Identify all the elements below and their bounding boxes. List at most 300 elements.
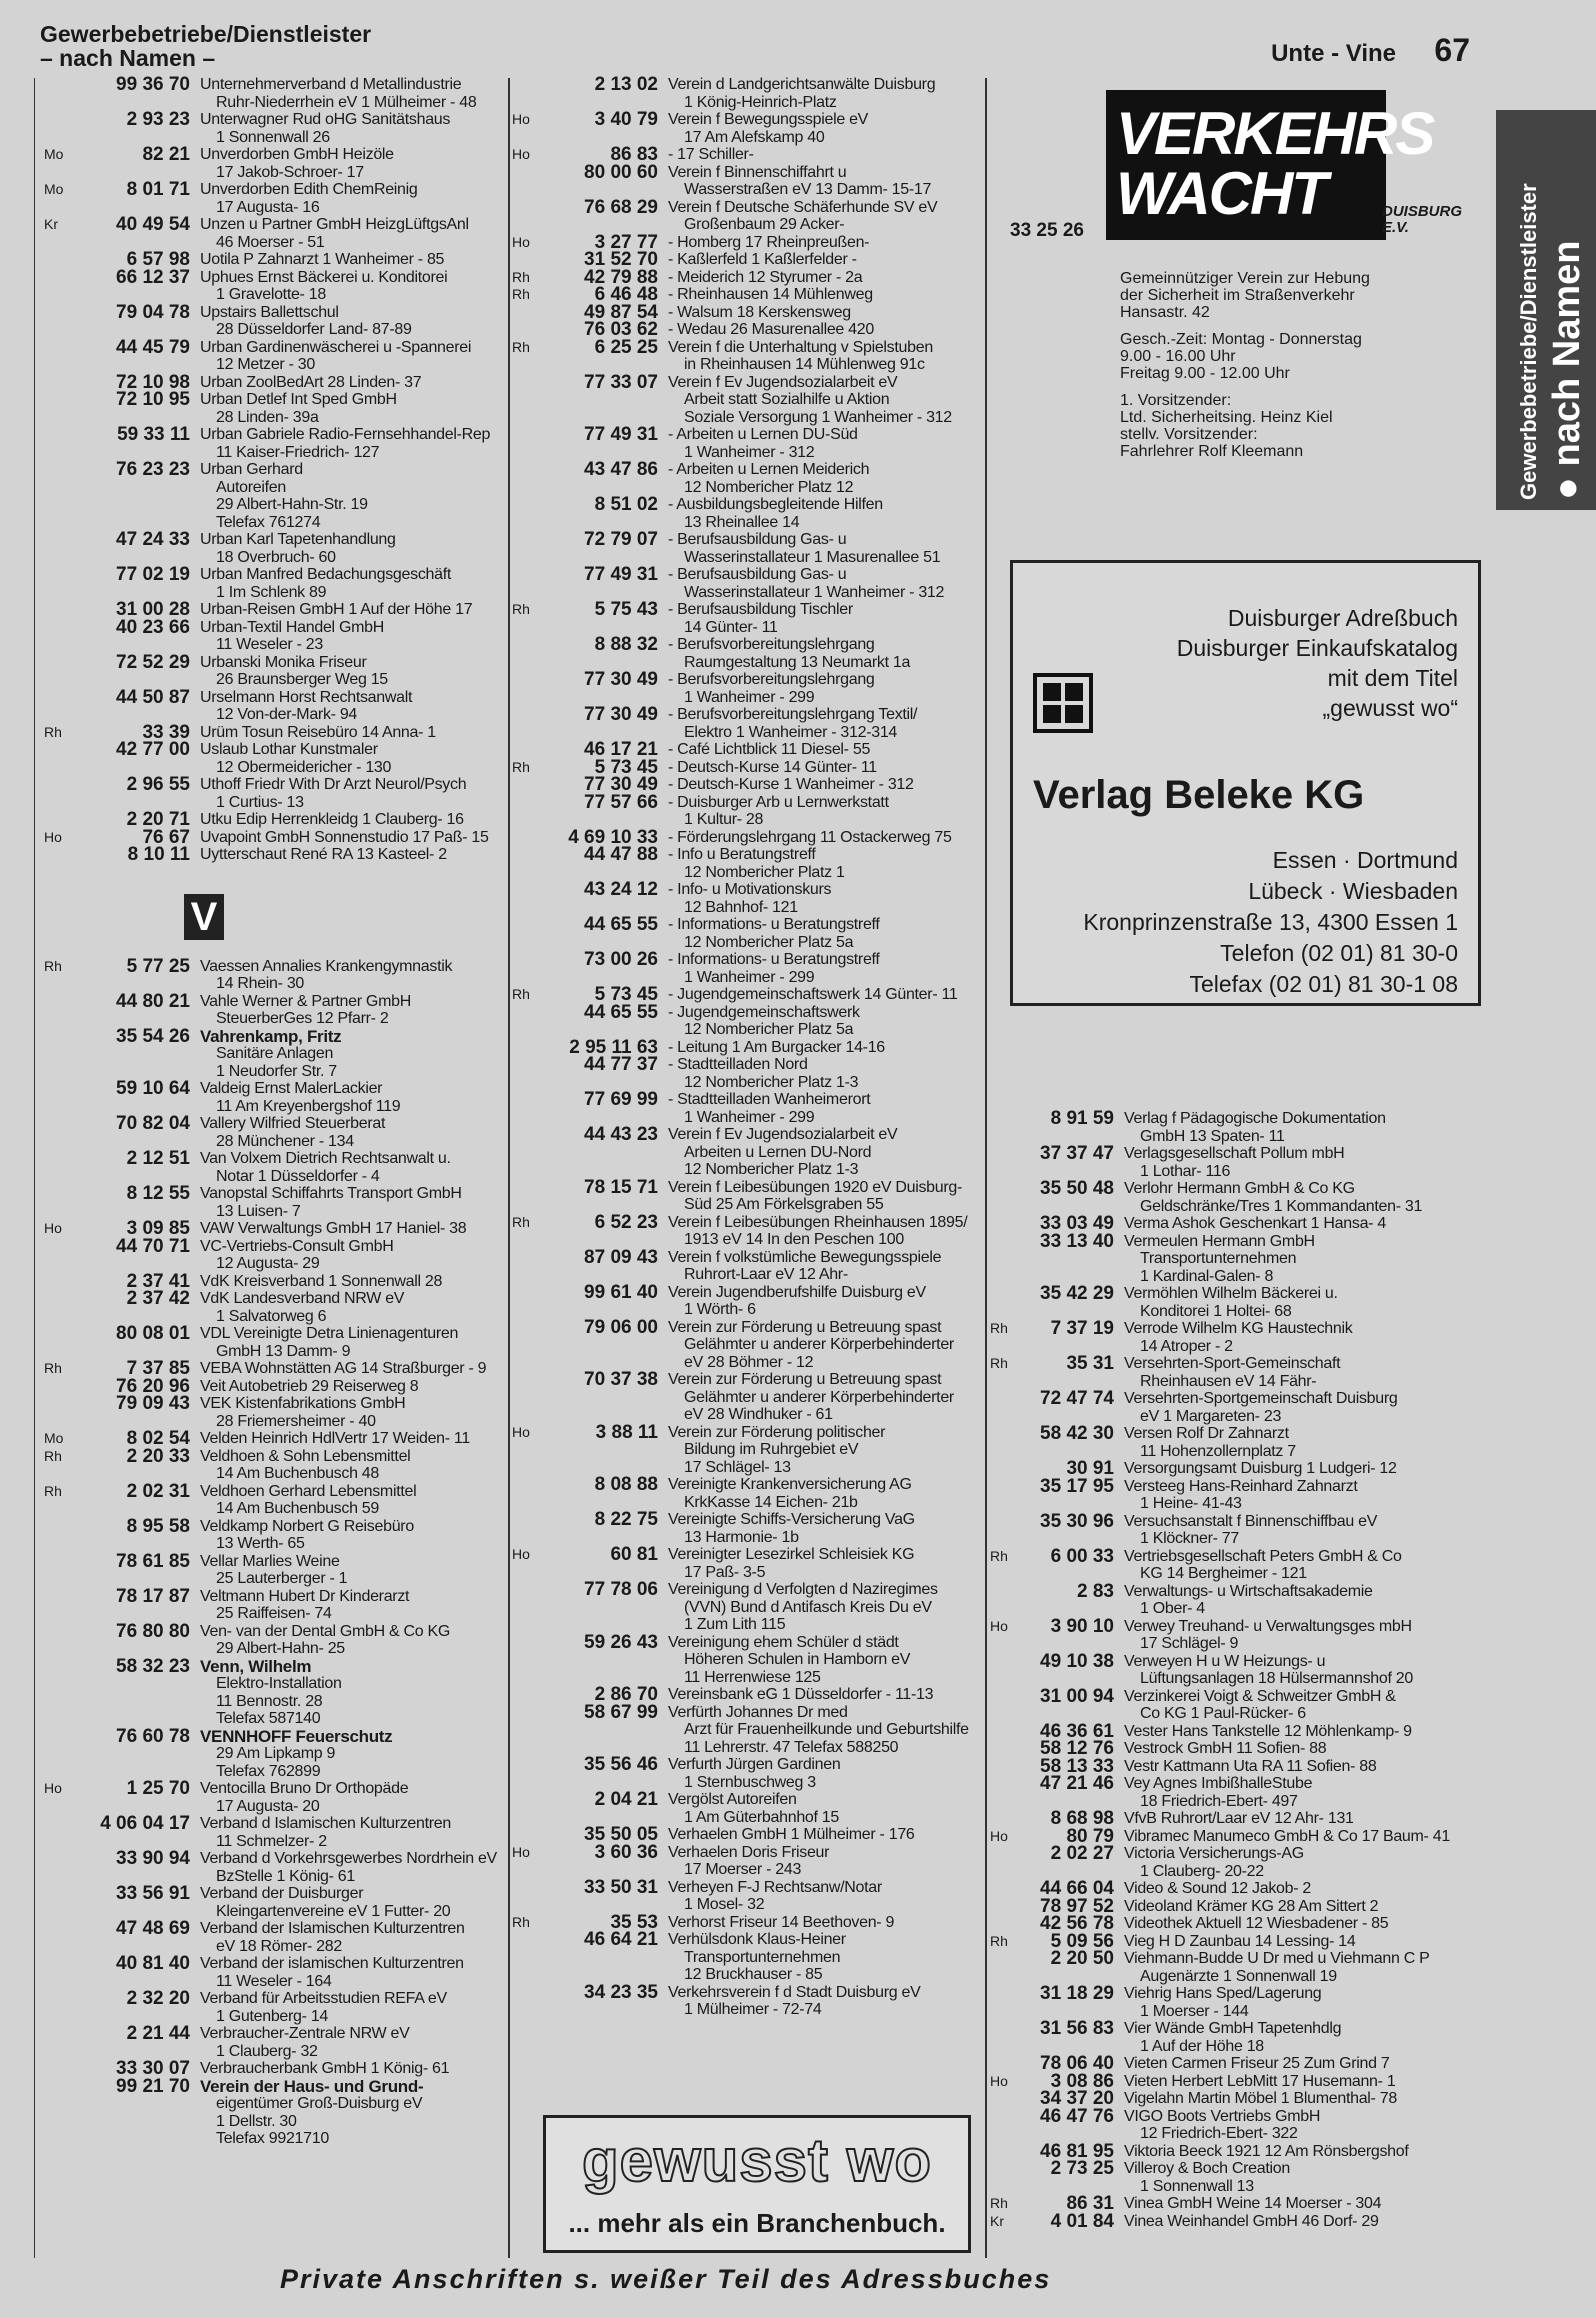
district-code: Ho (990, 1617, 1008, 1634)
listing-text (668, 1791, 839, 1826)
listing-line: 11 Lehrerstr. 47 Telefax 588250 (684, 1738, 899, 1756)
listing-text (200, 1448, 410, 1483)
listing-text (668, 1756, 840, 1791)
district-code: Mo (44, 146, 64, 162)
district-code (44, 1990, 72, 2025)
phone-number: 33 13 40 (1040, 1230, 1114, 1252)
phone-number: 42 77 00 (116, 739, 190, 760)
district-code (44, 601, 72, 619)
listing-line: Urban Gerhard (200, 461, 303, 478)
district-code: Ho (990, 1827, 1008, 1844)
listing-entry (512, 1421, 982, 1477)
listing-line: 14 Am Buchenbusch 48 (216, 1465, 380, 1482)
listing-line: Raumgestaltung 13 Neumarkt 1a (684, 653, 911, 671)
listing-line: Vallery Wilfried Steuerberat (200, 1115, 386, 1132)
ad-line: Duisburger Einkaufskatalog (1176, 635, 1458, 661)
verkehrswacht-ad (1010, 80, 1480, 500)
listing-text (200, 619, 384, 654)
district-code (990, 1723, 1018, 1741)
listing-line: - Kaßlerfeld 1 Kaßlerfelder - (668, 251, 857, 268)
listing-entry (512, 1476, 982, 1511)
phone-number: 5 09 56 (1050, 1930, 1114, 1952)
district-code: Ho (512, 233, 530, 250)
listing-text (200, 1220, 466, 1238)
phone-number: 35 50 48 (1040, 1178, 1114, 1199)
listing-entry (44, 1445, 504, 1483)
district-code (512, 671, 540, 706)
district-code: Rh (990, 1320, 1008, 1336)
listing-line: 17 Paß- 3-5 (684, 1563, 766, 1581)
listing-line: Verband für Arbeitsstudien REFA eV (200, 1990, 447, 2007)
listing-line: Geldschränke/Tres 1 Kommandanten- 31 (1140, 1197, 1423, 1215)
listing-line: 11 Kaiser-Friedrich- 127 (216, 443, 380, 461)
district-code (990, 1110, 1018, 1145)
page-number: 67 (1434, 32, 1470, 68)
listing-line: - Berufsausbildung Gas- u (668, 531, 847, 548)
listing-entry (512, 706, 982, 741)
listing-line: Verrode Wilhelm KG Haustechnik (1124, 1320, 1353, 1337)
phone-number: 2 20 71 (126, 809, 190, 830)
phone-number: 60 81 (610, 1544, 658, 1565)
phone-number: 80 00 60 (584, 161, 658, 183)
column-rule (508, 78, 510, 2258)
listing-entry (990, 1320, 1510, 1355)
running-head-line1: Gewerbebetriebe/Dienstleister (40, 21, 372, 47)
district-code: Rh (512, 338, 530, 355)
district-code (512, 776, 540, 794)
beleke-ad (1010, 560, 1481, 1006)
district-code (44, 654, 72, 689)
listing-entry (990, 1880, 1510, 1898)
listing-text (668, 1039, 885, 1057)
district-code (44, 1150, 72, 1185)
district-code: Rh (512, 601, 530, 617)
phone-number: 3 27 77 (594, 231, 658, 253)
listing-entry (44, 1235, 504, 1273)
phone-number: 44 77 37 (584, 1054, 658, 1075)
listing-entry (512, 951, 982, 986)
listing-text (1124, 1828, 1450, 1846)
column-rule (985, 78, 987, 2258)
listing-text (668, 636, 910, 671)
tab-line1: Gewerbebetriebe/Dienstleister (1516, 183, 1541, 500)
listing-line: - 17 Schiller- (668, 146, 754, 163)
listing-text (200, 374, 421, 392)
listing-text (200, 1378, 418, 1396)
listing-text (200, 689, 412, 724)
listing-entry (44, 1725, 504, 1781)
listing-line: Vier Wände GmbH Tapetenhdlg (1124, 2020, 1342, 2037)
district-code (990, 1950, 1018, 1985)
listing-line: 28 Friemersheimer - 40 (216, 1412, 376, 1430)
listing-line: Verhülsdonk Klaus-Heiner (668, 1931, 846, 1948)
listing-text (200, 426, 490, 461)
district-code (44, 1185, 72, 1220)
listing-text (668, 426, 858, 461)
listing-entry (512, 196, 982, 234)
listing-entry (512, 791, 982, 829)
listing-line: eV 18 Römer- 282 (216, 1937, 342, 1955)
listing-line: eV 28 Windhuker - 61 (684, 1406, 833, 1423)
district-code (512, 881, 540, 916)
listing-entry (44, 181, 504, 216)
listing-line: 17 Schlägel- 9 (1140, 1635, 1239, 1652)
district-code (44, 566, 72, 601)
listing-entry (512, 1631, 982, 1687)
phone-number: 78 17 87 (116, 1585, 190, 1607)
listing-text (668, 374, 952, 427)
listing-line: Unverdorben GmbH Heizöle (200, 146, 394, 163)
listing-line: - Info- u Motivationskurs (668, 881, 832, 898)
phone-number: 35 53 (610, 1911, 658, 1933)
listing-line: VfvB Ruhrort/Laar eV 12 Ahr- 131 (1124, 1810, 1354, 1827)
listing-line: 18 Overbruch- 60 (216, 548, 336, 566)
district-code: Rh (44, 723, 62, 740)
listing-text (1124, 1898, 1378, 1916)
listing-entry (44, 1515, 504, 1553)
listing-text (1124, 1513, 1377, 1548)
district-code (44, 76, 72, 111)
listing-line: Unternehmerverband d Metallindustrie (200, 76, 462, 93)
listing-entry (990, 1510, 1510, 1548)
phone-number: 8 91 59 (1050, 1108, 1114, 1129)
listing-text (200, 993, 411, 1028)
listing-entry (512, 371, 982, 427)
publisher-address (1083, 845, 1458, 1000)
district-code (512, 1756, 540, 1791)
listing-text (200, 146, 394, 181)
listing-text (1124, 1758, 1376, 1776)
district-code: Rh (512, 1913, 530, 1930)
phone-number: 49 10 38 (1040, 1650, 1114, 1672)
phone-number: 78 97 52 (1040, 1895, 1114, 1917)
listing-text (200, 304, 412, 339)
listing-text (200, 251, 444, 269)
district-code (990, 1285, 1018, 1320)
listing-line: Viehrig Hans Sped/Lagerung (1124, 1985, 1322, 2002)
phone-number: 43 47 86 (584, 459, 658, 480)
ad-line: Essen · Dortmund (1272, 847, 1458, 873)
phone-number: 80 79 (1066, 1825, 1114, 1847)
phone-number: 2 95 11 63 (569, 1036, 658, 1058)
phone-number: 70 82 04 (116, 1113, 190, 1134)
section-tab (1496, 110, 1596, 510)
listing-line: Verbraucherbank GmbH 1 König- 61 (200, 2060, 450, 2077)
listing-entry (512, 1281, 982, 1319)
listing-text (200, 461, 368, 531)
listing-line: Urban ZoolBedArt 28 Linden- 37 (200, 373, 422, 391)
listing-text (1124, 1478, 1358, 1513)
listing-entry (44, 216, 504, 251)
alpha-range: Unte - Vine (1271, 40, 1396, 67)
district-code (44, 251, 72, 269)
listing-line: Unverdorben Edith ChemReinig (200, 181, 418, 198)
phone-number: 76 23 23 (116, 459, 190, 480)
phone-number: 44 45 79 (116, 336, 190, 358)
phone-number: 49 87 54 (584, 301, 658, 323)
district-code (512, 566, 540, 601)
listing-line: Verzinkerei Voigt & Schweitzer GmbH & (1124, 1687, 1396, 1705)
listing-entry (512, 1791, 982, 1826)
listing-text (200, 1360, 486, 1378)
listing-entry (44, 811, 504, 829)
listing-line: Unzen u Partner GmbH HeizgLüftgsAnl (200, 216, 469, 233)
phone-number: 59 10 64 (116, 1078, 190, 1099)
listing-text (1124, 1933, 1355, 1951)
listing-text (200, 1780, 408, 1815)
listing-text (200, 1430, 470, 1448)
phone-number: 99 36 70 (116, 74, 190, 95)
listing-text (1124, 1775, 1312, 1810)
listing-line: Bildung im Ruhrgebiet eV (684, 1441, 859, 1458)
phone-number: 72 10 98 (116, 371, 190, 393)
listing-text (200, 1150, 451, 1185)
district-code (512, 1179, 540, 1214)
listing-line: Verlag f Pädagogische Dokumentation (1124, 1110, 1386, 1127)
listing-line: Ven- van der Dental GmbH & Co KG (200, 1622, 451, 1640)
listing-line: 1 Clauberg- 32 (216, 2042, 318, 2060)
listing-line: Verein f Ev Jugendsozialarbeit eV (668, 373, 898, 391)
phone-number: 33 90 94 (116, 1848, 190, 1869)
listing-entry (44, 1920, 504, 1955)
listing-line: VEK Kistenfabrikations GmbH (200, 1395, 406, 1412)
listing-text (668, 1214, 967, 1249)
listing-line: - Berufsvorbereitungslehrgang (668, 671, 875, 688)
district-code (44, 374, 72, 392)
listing-line: 1 Zum Lith 115 (684, 1616, 786, 1633)
listing-line: - Café Lichtblick 11 Diesel- 55 (668, 741, 871, 758)
district-code (512, 636, 540, 671)
listing-text (200, 1728, 392, 1781)
listing-text (668, 671, 875, 706)
listing-line: Urban Gabriele Radio-Fernsehhandel-Rep (200, 426, 491, 443)
district-code: Rh (512, 286, 530, 302)
phone-number: 59 33 11 (117, 424, 190, 445)
listing-entry (512, 111, 982, 146)
listing-entry (990, 1950, 1510, 1985)
listing-text (1124, 1548, 1402, 1583)
listing-entry (512, 846, 982, 881)
listing-entry (512, 601, 982, 636)
listing-entry (44, 1815, 504, 1850)
phone-number: 2 32 20 (126, 1988, 190, 2009)
listing-line: VENNHOFF Feuerschutz (200, 1726, 393, 1746)
listing-text (668, 76, 935, 111)
listing-entry (512, 231, 982, 253)
listing-text (668, 199, 937, 234)
listing-text (668, 269, 862, 287)
district-code (512, 461, 540, 496)
district-code: Ho (990, 2072, 1008, 2089)
phone-number: 8 08 88 (594, 1474, 658, 1495)
phone-number: 42 56 78 (1040, 1913, 1114, 1934)
listing-line: 11 Schmelzer- 2 (216, 1832, 327, 1850)
phone-number: 47 21 46 (1040, 1773, 1114, 1794)
listing-line: 1 Moerser - 144 (1140, 2002, 1249, 2020)
listing-line: SteuerberGes 12 Pfarr- 2 (216, 1010, 389, 1027)
listing-line: Verhorst Friseur 14 Beethoven- 9 (668, 1913, 895, 1931)
phone-number: 44 80 21 (116, 990, 190, 1012)
district-code (990, 1810, 1018, 1828)
listing-text (200, 1115, 385, 1150)
phone-number: 44 66 04 (1040, 1878, 1114, 1899)
district-code (990, 1215, 1018, 1233)
listing-line: 1 Mülheimer - 72-74 (684, 2001, 822, 2018)
listing-line: Konditorei 1 Holtei- 68 (1140, 1302, 1292, 1320)
listing-line: Vinea GmbH Weine 14 Moerser - 304 (1124, 2195, 1382, 2212)
listing-entry (990, 2090, 1510, 2108)
listing-line: Verfürth Johannes Dr med (668, 1703, 848, 1721)
phone-number: 72 10 95 (116, 389, 190, 410)
phone-number: 79 06 00 (584, 1316, 658, 1338)
district-code (512, 846, 540, 881)
listing-line: Verein f Deutsche Schäferhunde SV eV (668, 198, 938, 216)
listing-text (1124, 1583, 1373, 1618)
listing-line: Vinea Weinhandel GmbH 46 Dorf- 29 (1124, 2212, 1379, 2230)
listing-line: 17 Augusta- 16 (216, 198, 320, 216)
listing-line: Urban-Textil Handel GmbH (200, 618, 384, 636)
phone-number: 58 42 30 (1040, 1423, 1114, 1444)
phone-number: 40 81 40 (116, 1953, 190, 1974)
listing-line: Uytterschaut René RA 13 Kasteel- 2 (200, 846, 447, 863)
listing-line: 1 Sternbuschweg 3 (684, 1773, 816, 1791)
phone-number: 44 70 71 (116, 1235, 190, 1257)
listing-line: Verlagsgesellschaft Pollum mbH (1124, 1145, 1345, 1162)
listing-line: Venn, Wilhelm (200, 1656, 312, 1676)
district-code: Rh (512, 1213, 530, 1230)
listing-line: 1 Lothar- 116 (1140, 1162, 1231, 1180)
listing-line: KrkKasse 14 Eichen- 21b (684, 1493, 858, 1511)
listing-text (200, 76, 476, 111)
phone-number: 33 30 07 (116, 2058, 190, 2079)
district-code (44, 2078, 72, 2148)
listing-entry (512, 301, 982, 323)
listing-line: VdK Landesverband NRW eV (200, 1290, 405, 1307)
phone-number: 2 04 21 (594, 1789, 658, 1810)
listing-entry (44, 1115, 504, 1150)
listing-line: 17 Augusta- 20 (216, 1797, 320, 1815)
listing-line: - Ausbildungsbegleitende Hilfen (668, 496, 883, 513)
district-code (512, 794, 540, 829)
listing-line: - Informations- u Beratungstreff (668, 916, 880, 933)
listing-line: - Berufsvorbereitungslehrgang Textil/ (668, 706, 918, 723)
district-code (44, 741, 72, 776)
district-code: Rh (44, 1482, 62, 1499)
listing-line: Versorgungsamt Duisburg 1 Ludgeri- 12 (1124, 1460, 1397, 1477)
district-code (512, 1511, 540, 1546)
phone-number: 33 50 31 (584, 1876, 658, 1898)
listing-line: Vereinigung d Verfolgten d Naziregimes (668, 1581, 938, 1598)
listing-text (200, 1553, 347, 1588)
district-code (44, 2060, 72, 2078)
phone-number: 79 04 78 (116, 301, 190, 323)
phone-number: 76 80 80 (116, 1620, 190, 1642)
listing-text (668, 1091, 870, 1126)
listing-line: Arbeit statt Sozialhilfe u Aktion (684, 391, 890, 408)
phone-number: 2 83 (1077, 1580, 1114, 1602)
listing-entry (990, 1985, 1510, 2020)
column-1 (44, 76, 504, 2148)
running-head-line2: – nach Namen – (40, 45, 216, 71)
phone-number: 47 48 69 (116, 1918, 190, 1939)
listing-text (668, 1704, 969, 1757)
listing-text (668, 339, 933, 374)
listing-line: GmbH 13 Damm- 9 (216, 1342, 351, 1360)
listing-entry (512, 636, 982, 671)
phone-number: 77 78 06 (584, 1579, 658, 1600)
listing-text (1124, 2108, 1320, 2143)
listing-text (1124, 1915, 1388, 1933)
district-code (990, 1390, 1018, 1425)
phone-number: 46 36 61 (1040, 1720, 1114, 1742)
listing-entry (512, 1511, 982, 1546)
phone-number: 3 60 36 (594, 1841, 658, 1863)
verkehrswacht-info (1120, 270, 1370, 460)
phone-number: 35 50 05 (584, 1824, 658, 1845)
district-code: Rh (512, 986, 530, 1002)
listing-entry (512, 1001, 982, 1039)
listing-line: 1 Wanheimer - 299 (684, 688, 815, 706)
listing-text (200, 2078, 423, 2148)
listing-line: 29 Albert-Hahn-Str. 19 (216, 496, 368, 513)
listing-entry (512, 1911, 982, 1933)
district-code: Rh (512, 268, 530, 285)
listing-entry (512, 1756, 982, 1791)
listing-text (668, 829, 952, 847)
listing-text (1124, 2020, 1341, 2055)
district-code (990, 1513, 1018, 1548)
phone-number: 2 37 42 (126, 1288, 190, 1309)
phone-number: 2 12 51 (126, 1148, 190, 1169)
phone-number: 77 02 19 (116, 564, 190, 585)
phone-number: 4 69 10 33 (568, 826, 658, 848)
phone-number: 87 09 43 (584, 1246, 658, 1268)
listing-line: 29 Am Lipkamp 9 (216, 1745, 336, 1762)
listing-text (668, 164, 931, 199)
listing-text (668, 1984, 920, 2019)
catalog-titles (1177, 603, 1458, 723)
listing-line: eV 1 Margareten- 23 (1140, 1407, 1282, 1425)
listing-text (200, 776, 466, 811)
listing-text (668, 1476, 912, 1511)
listing-text (1124, 1390, 1398, 1425)
listing-line: Autoreifen (216, 478, 286, 496)
ad-line: 1. Vorsitzender: (1120, 392, 1232, 409)
listing-line: 11 Hohenzollernplatz 7 (1140, 1442, 1296, 1460)
listing-line: Co KG 1 Paul-Rücker- 6 (1140, 1705, 1306, 1722)
district-code (512, 374, 540, 427)
listing-entry (512, 1036, 982, 1058)
phone-number: 77 49 31 (584, 424, 658, 445)
listing-line: - Jugendgemeinschaftswerk (668, 1003, 860, 1021)
district-code (990, 1425, 1018, 1460)
listing-entry (990, 1685, 1510, 1723)
phone-number: 73 00 26 (584, 949, 658, 970)
phone-number: 2 13 02 (594, 74, 658, 95)
district-code: Ho (512, 1546, 530, 1562)
phone-number: 34 37 20 (1040, 2088, 1114, 2109)
district-code (44, 391, 72, 426)
listing-text (668, 1004, 860, 1039)
listing-line: Verein f Leibesübungen 1920 eV Duisburg- (668, 1178, 963, 1196)
listing-entry (44, 531, 504, 566)
district-code (44, 1080, 72, 1115)
listing-line: Verband der islamischen Kulturzentren (200, 1955, 464, 1972)
phone-number: 35 42 29 (1040, 1283, 1114, 1304)
listing-line: Vieten Herbert LebMitt 17 Husemann- 1 (1124, 2072, 1396, 2090)
listing-line: VAW Verwaltungs GmbH 17 Haniel- 38 (200, 1220, 467, 1237)
tab-line2: ● nach Namen (1546, 240, 1588, 500)
